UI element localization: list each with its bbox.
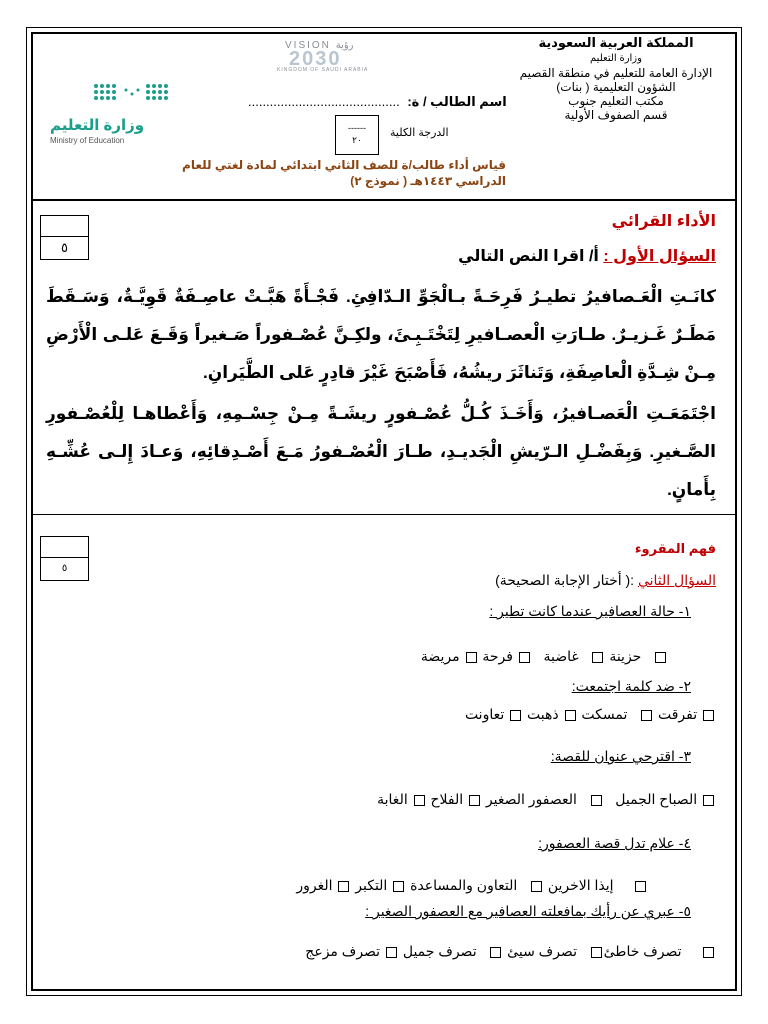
checkbox[interactable]	[635, 881, 646, 892]
header-line-2: الشؤون التعليمية ( بنات)	[556, 80, 676, 94]
checkbox[interactable]	[655, 652, 666, 663]
option: الغابة	[377, 791, 408, 807]
option: تصرف خاطئ	[603, 943, 682, 959]
header-line-4: قسم الصفوف الأولية	[564, 108, 668, 122]
checkbox[interactable]	[592, 652, 603, 663]
checkbox[interactable]	[565, 710, 576, 721]
section2-score: ٥	[61, 563, 68, 574]
item5-options	[305, 943, 716, 960]
option: العصفور الصغير	[485, 791, 577, 807]
item4-options	[296, 877, 648, 894]
option: غاضبة	[543, 648, 579, 664]
section1-score-box[interactable]	[40, 215, 89, 260]
section1-score: ٥	[61, 240, 68, 255]
option: الغرور	[296, 877, 333, 893]
option: تفرقت	[657, 706, 698, 722]
question2	[495, 572, 716, 589]
kingdom-title: المملكة العربية السعودية	[538, 35, 694, 50]
option: التكبر	[355, 877, 388, 893]
checkbox[interactable]	[414, 795, 425, 806]
grade-blank: ------	[348, 123, 366, 133]
moe-arabic-name: وزارة التعليم	[50, 117, 145, 134]
section-divider	[33, 514, 735, 515]
option: حزينة	[609, 648, 642, 664]
checkbox[interactable]	[393, 881, 404, 892]
question2-label: السؤال الثاني	[637, 572, 716, 588]
checkbox[interactable]	[703, 710, 714, 721]
checkbox[interactable]	[386, 947, 397, 958]
ministry-of-education-logo	[44, 80, 154, 150]
option: التعاون والمساعدة	[410, 877, 518, 893]
total-grade-box[interactable]	[335, 115, 379, 155]
header-divider	[33, 199, 735, 201]
option: الفلاح	[430, 791, 464, 807]
checkbox[interactable]	[510, 710, 521, 721]
item3-stem: ٣- اقترحي عنوان للقصة:	[550, 748, 691, 764]
header-line-1: الإدارة العامة للتعليم في منطقة القصيم	[519, 66, 713, 80]
section2-score-box[interactable]	[40, 536, 89, 581]
checkbox[interactable]	[338, 881, 349, 892]
item5-stem: ٥- عبري عن رأيك بمافعلته العصافير مع العصفور الصغير :	[365, 903, 691, 919]
checkbox[interactable]	[469, 795, 480, 806]
option: إيذا الاخرين	[547, 877, 614, 893]
student-name-line	[248, 94, 507, 110]
header-line-3: مكتب التعليم جنوب	[568, 94, 664, 108]
grade-total: ٢٠	[352, 135, 362, 145]
option: تصرف جميل	[402, 943, 477, 959]
item1-options	[421, 648, 668, 665]
vision-2030-logo: VISION رؤية 2030 KINGDOM OF SAUDI ARABIA	[277, 40, 369, 73]
item3-options	[377, 791, 716, 808]
item1-stem: ١- حالة العصافير عندما كانت تطير :	[489, 603, 691, 619]
question1	[458, 246, 716, 266]
checkbox[interactable]	[703, 795, 714, 806]
checkbox[interactable]	[591, 947, 602, 958]
checkbox[interactable]	[531, 881, 542, 892]
moe-english-name: Ministry of Education	[50, 136, 125, 145]
option: فرحة	[482, 648, 513, 664]
checkbox[interactable]	[490, 947, 501, 958]
option: ذهبت	[527, 706, 559, 722]
section1-title: الأداء القرائي	[611, 213, 716, 230]
question1-text: أ/ اقرا النص التالي	[458, 248, 599, 265]
assessment-line-1: قياس أداء طالب/ة للصف الثاني ابتدائي لمادة لغتي للعام	[182, 158, 506, 172]
option: الصباح الجميل	[615, 791, 698, 807]
checkbox[interactable]	[466, 652, 477, 663]
option: مريضة	[420, 648, 460, 664]
checkbox[interactable]	[641, 710, 652, 721]
student-name-field[interactable]: ..........................................	[248, 94, 400, 109]
question2-text: :( أختار الإجابة الصحيحة)	[495, 572, 635, 588]
question1-label: السؤال الأول :	[603, 248, 716, 265]
item2-stem: ٢- ضد كلمة اجتمعت:	[571, 678, 691, 694]
checkbox[interactable]	[591, 795, 602, 806]
moe-dots-icon	[92, 80, 202, 108]
option: تعاونت	[464, 706, 505, 722]
assessment-line-2: الدراسي ١٤٤٣هـ ( نموذج ٢)	[350, 174, 506, 188]
checkbox[interactable]	[519, 652, 530, 663]
checkbox[interactable]	[703, 947, 714, 958]
item2-options	[465, 706, 716, 723]
total-grade-label: الدرجة الكلية	[390, 127, 449, 139]
option: تصرف سيئ	[507, 943, 577, 959]
student-label: اسم الطالب / ة:	[407, 94, 507, 109]
option: تمسكت	[581, 706, 628, 722]
section2-title: فهم المقروء	[634, 541, 716, 556]
reading-paragraph-1: كانَـتِ الْعَـصافيرُ تطيـرُ فَرِحَـةً بـالْجَوِّ الـدّافِئِ. فَجْـأَةً هَبَّـتْ عاصِـفَةٌ قَوِيَّـةٌ، وَسَـقَطَ مَطَـرٌ غَـزيـرٌ. طـارَتِ الْعصـافيرِ لِتَخْتَـبِـئَ، ولكِـنَّ عُصْـفوراً صَـغيراً وَقَـعَ عَلـى الْأَرْضِ مِـنْ شِـدَّةِ الْعاصِفَةِ، وَتَناثَرَ ريشُهُ، فَأَصْبَحَ غَيْرَ قادِرٍ عَلى الطَّيَرانِ.	[46, 287, 716, 382]
ministry-small: وزارة التعليم	[590, 53, 642, 64]
header-right-block	[516, 36, 716, 122]
option: تصرف مزعج	[305, 943, 381, 959]
item4-stem: ٤- علام تدل قصة العصفور:	[538, 835, 691, 851]
reading-paragraph-2: اجْتَمَعَـتِ الْعَصـافيرُ، وَأَخَـذَ كُـلُّ عُصْـفورٍ ريشَـةً مِـنْ جِسْـمِهِ، وَأَعْطاهـا لِلْعُصْـفورِ الصَّـغيرِ. وَبِفَضْـلِ الـرّيشِ الْجَديـدِ، طـارَ الْعُصْـفورُ مَـعَ أَصْـدِقائِهِ، وَعـادَ إِلـى عُشِّـهِ بِأَمانٍ.	[46, 404, 716, 499]
